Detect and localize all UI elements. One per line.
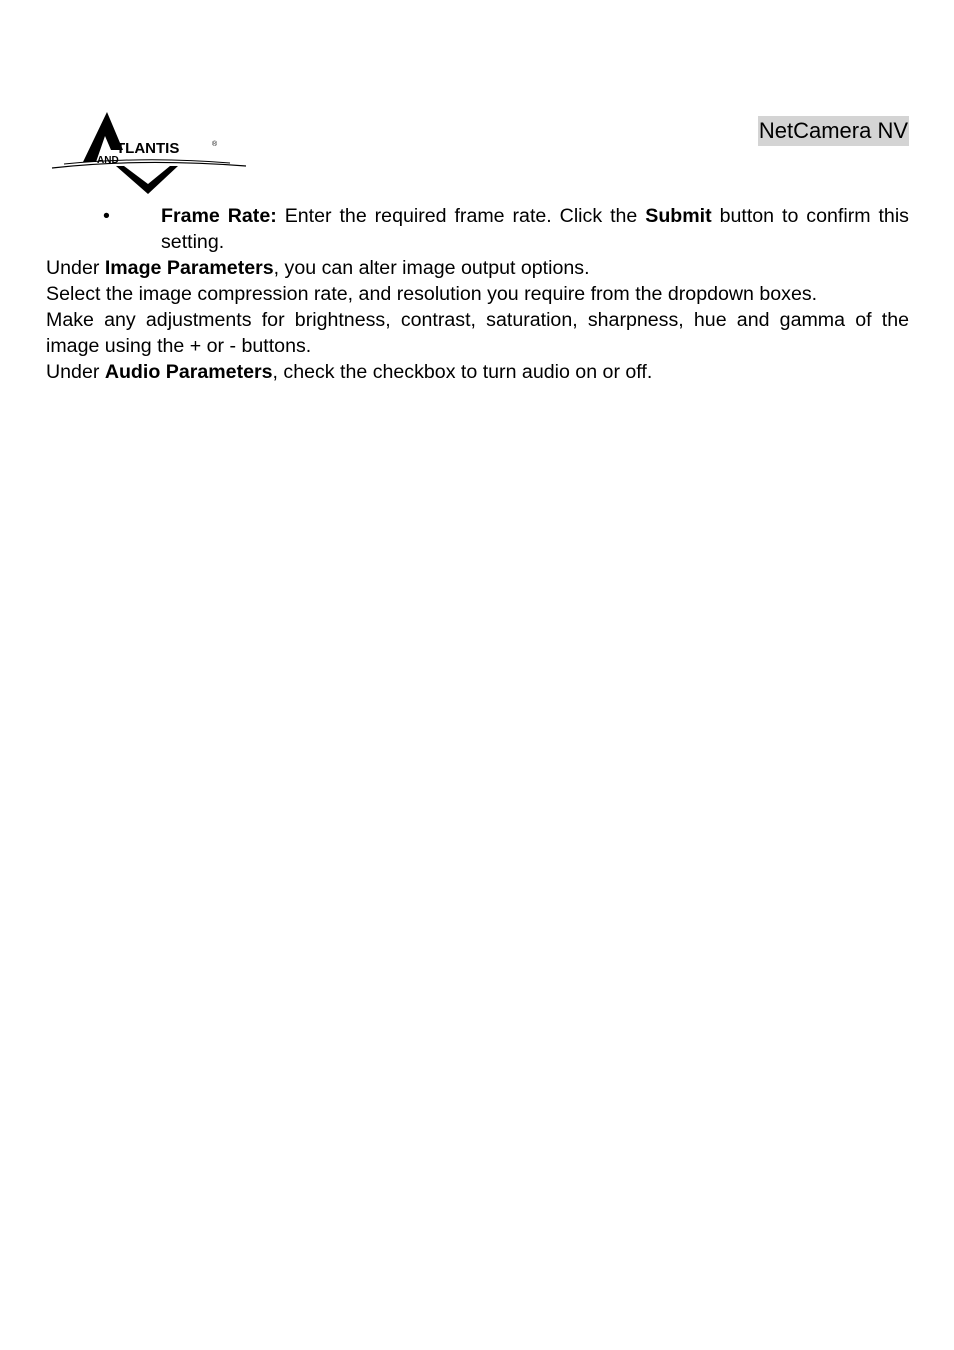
p1-prefix: Under [46,257,105,279]
p4-strong: Audio Parameters [104,361,273,383]
paragraph-adjustments: Make any adjustments for brightness, contrast, saturation, sharpness, hue and gamma of the image using the + or - buttons. [46,309,909,357]
paragraph-compression: Select the image compression rate, and resolution you require from the dropdown boxes. [46,283,818,305]
bullet-label: Frame Rate: [161,205,277,227]
paragraph-image-parameters [46,255,909,281]
p1-suffix: , you can alter image output options. [273,257,590,279]
bullet-icon: • [103,205,110,227]
bullet-frame-rate [46,203,909,255]
bullet-text-before: Enter the required frame rate. Click the [276,205,646,227]
logo-text-main: TLANTIS [116,140,180,157]
logo-registered-mark: ® [212,141,218,148]
p4-prefix: Under [46,361,105,383]
logo-text-sub: AND [97,155,119,166]
bullet-text-after: button to confirm this setting. [161,205,909,253]
bullet-strong: Submit [645,205,712,227]
paragraph-audio-parameters [46,359,909,385]
atlantis-land-logo [50,106,250,198]
page-content [46,203,909,385]
product-name: NetCamera NV [758,116,909,146]
p1-strong: Image Parameters [104,257,274,279]
p4-suffix: , check the checkbox to turn audio on or off. [272,361,653,383]
